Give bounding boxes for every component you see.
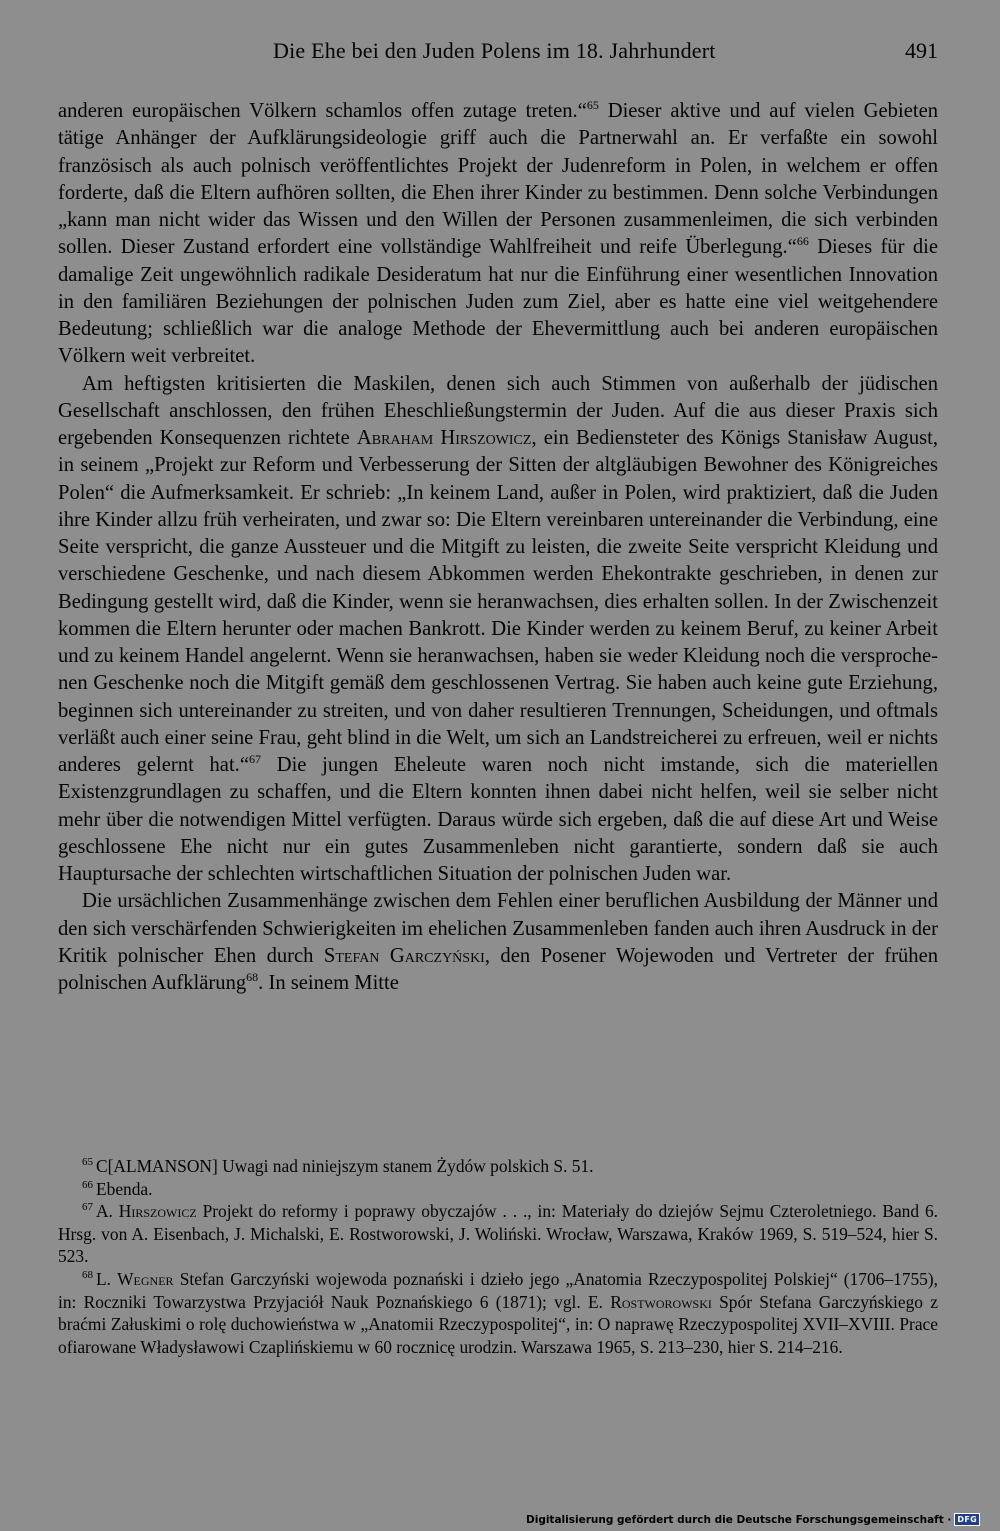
- footnote-reference: 68: [246, 970, 259, 984]
- page-number: 491: [905, 38, 938, 63]
- footnote-65: [58, 1155, 938, 1178]
- text-run: , ein Bediensteter des Königs Stanisław August, in seinem „Projekt zur Reform und Verbesserung der Sitten der altgläubigen Bewohner des Königreiches Polen“ die Aufmerksamkeit. Er schrieb: „In keinem Land, außer in Polen, wird praktiziert, daß die Juden ihre Kinder allzu früh verheiraten, und zwar so: Die Eltern vereinbaren untereinander die Verbindung, eine Seite verspricht, die ganze Aussteuer und die Mitgift zu leisten, die zweite Seite verspricht Kleidung und verschiedene Geschenke, und nach diesem Abkommen werden Ehekontrakte geschrieben, in denen zur Bedingung gestellt wird, daß die Kinder, wenn sie heranwachsen, dies erhalten sollen. In der Zwischenzeit kommen die Eltern herunter oder machen Bankrott. Die Kinder werden zu keinem Beruf, zu keiner Arbeit und zu keinem Handel angelernt. Wenn sie heranwachsen, haben sie weder Kleidung noch die versprochenen Geschenke noch die Mitgift gemäß dem geschlossenen Vertrag. Sie haben auch keine gute Erziehung, beginnen sich untereinander zu streiten, und von daher resultieren Trennungen, Scheidungen, und oftmals verläßt auch einer seine Frau, geht blind in die Welt, um sich an Landstreicherei zu erfreuen, weil er nichts anderes gelernt hat.“: [58, 427, 939, 776]
- footnote-reference: 65: [586, 98, 599, 112]
- text-run: L.: [96, 1268, 118, 1289]
- text-run: Die jungen Eheleute waren noch nicht imstande, sich die materiellen Existenzgrundlagen zu schaffen, und die Eltern konnten ihnen dabei nicht helfen, weil sie selber nicht mehr über die notwendigen Mittel verfügten. Daraus würde sich ergeben, daß die auf diese Art und Weise geschlossene Ehe nicht nur ein gutes Zusammenleben nicht garantierte, sondern daß sie auch Hauptursache der schlechten wirtschaftlichen Situation der polnischen Juden war.: [58, 754, 938, 885]
- text-run: Dieser aktive und auf vielen Gebieten tätige Anhänger der Aufklärungsideologie griff auch die Partnerwahl an. Er verfaßte ein sowohl französisch als auch polnisch veröffentlichtes Projekt der Judenreform in Polen, in welchem er offen forderte, daß die Eltern aufhören sollten, die Ehen ihrer Kinder zu bestimmen. Denn solche Verbindungen „kann man nicht wider das Wissen und den Willen der Personen zusammenleimen, die sich verbinden sollen. Dieser Zustand erfordert eine vollständige Wahlfreiheit und reife Überlegung.“: [58, 100, 939, 259]
- text-run: C[ALMANSON] Uwagi nad niniejszym stanem Żydów polskich S. 51.: [96, 1156, 594, 1176]
- footnote-number: 68: [82, 1268, 93, 1281]
- text-run: Projekt do reformy i poprawy obyczajów . . ., in: Materiały do dziejów Sejmu Czteroletniego. Band 6. Hrsg. von A. Eisenbach, J. Michalski, E. Rostworowski, J. Woliński. Wrocław, Warszawa, Kraków 1969, S. 519–524, hier S. 523.: [58, 1201, 938, 1267]
- footnote-67: [58, 1200, 938, 1268]
- footnote-68: [58, 1268, 938, 1358]
- body-text: [58, 98, 938, 997]
- text-run: Stefan Garczyński wojewoda poznański i dzieło jego „Anatomia Rzeczypospolitej Polskiej“ (1706–1755), in: Roczniki Towarzystwa Przyjaciół Nauk Poznańskiego 6 (1871); vgl. E.: [58, 1268, 938, 1312]
- page-header: [58, 38, 938, 72]
- credit-text: Digitalisierung gefördert durch die Deutsche Forschungsgemeinschaft ·: [526, 1513, 952, 1526]
- text-run: Die ursächlichen Zusammenhänge zwischen dem Fehlen einer beruflichen Ausbildung der Männer und den sich verschärfenden Schwierigkeiten im ehelichen Zusammenleben fanden auch ihren Ausdruck in der Kritik polnischer Ehen durch: [58, 890, 938, 967]
- text-run: Ebenda.: [96, 1178, 153, 1199]
- text-run: anderen europäischen Völkern schamlos offen zutage treten.“: [58, 100, 587, 122]
- footnotes: [58, 1155, 938, 1358]
- paragraph-1: [58, 98, 938, 371]
- text-run: Dieses für die damalige Zeit ungewöhnlich radikale Desideratum hat nur die Einführung einer wesentlichen Innovation in den familiären Beziehungen der polnischen Juden zum Ziel, aber es hatte eine viel weitgehendere Bedeutung; schließlich war die analoge Methode der Ehevermittlung auch bei anderen europäischen Völkern weit verbreitet.: [58, 236, 938, 368]
- text-run: A.: [96, 1201, 119, 1222]
- author-name: Hirszowicz: [118, 1201, 197, 1222]
- footnote-reference: 67: [248, 752, 261, 766]
- digitization-credit: [526, 1513, 980, 1526]
- text-run: Am heftigsten kritisierten die Maskilen, denen sich auch Stimmen von außerhalb der jüdischen Gesellschaft anschlossen, den frühen Eheschließungstermin der Juden. Auf die aus dieser Praxis sich ergebenden Konsequenzen richtete: [58, 372, 938, 449]
- text-run: . In seinem Mitte: [258, 972, 399, 994]
- running-title: Die Ehe bei den Juden Polens im 18. Jahrhundert: [273, 38, 716, 63]
- author-name: Stefan Garczyński: [323, 944, 485, 967]
- footnote-number: 66: [82, 1178, 93, 1191]
- author-name: Wegner: [117, 1268, 174, 1289]
- footnote-number: 65: [82, 1156, 93, 1168]
- text-run: , den Posener Wojewoden und Vertreter der frühen polnischen Aufklärung: [58, 944, 939, 994]
- paragraph-3: [58, 888, 938, 997]
- footnote-reference: 66: [796, 234, 809, 249]
- dfg-logo: DFG: [954, 1513, 980, 1526]
- paragraph-2: [58, 371, 938, 889]
- footnote-number: 67: [82, 1201, 93, 1214]
- author-name: Abraham Hirszowicz: [356, 427, 532, 449]
- text-run: Spór Stefana Garczyńskiego z braćmi Załuskimi o rolę duchowieństwa w „Anatomii Rzeczypospolitej“, in: O naprawę Rzeczypospolitej XVII–XVIII. Prace ofiarowane Władysławowi Czaplińskiemu w 60 rocznicę urodzin. Warszawa 1965, S. 213–230, hier S. 214–216.: [58, 1291, 938, 1357]
- footnote-66: [58, 1178, 938, 1201]
- author-name: Rostworowski: [610, 1291, 712, 1312]
